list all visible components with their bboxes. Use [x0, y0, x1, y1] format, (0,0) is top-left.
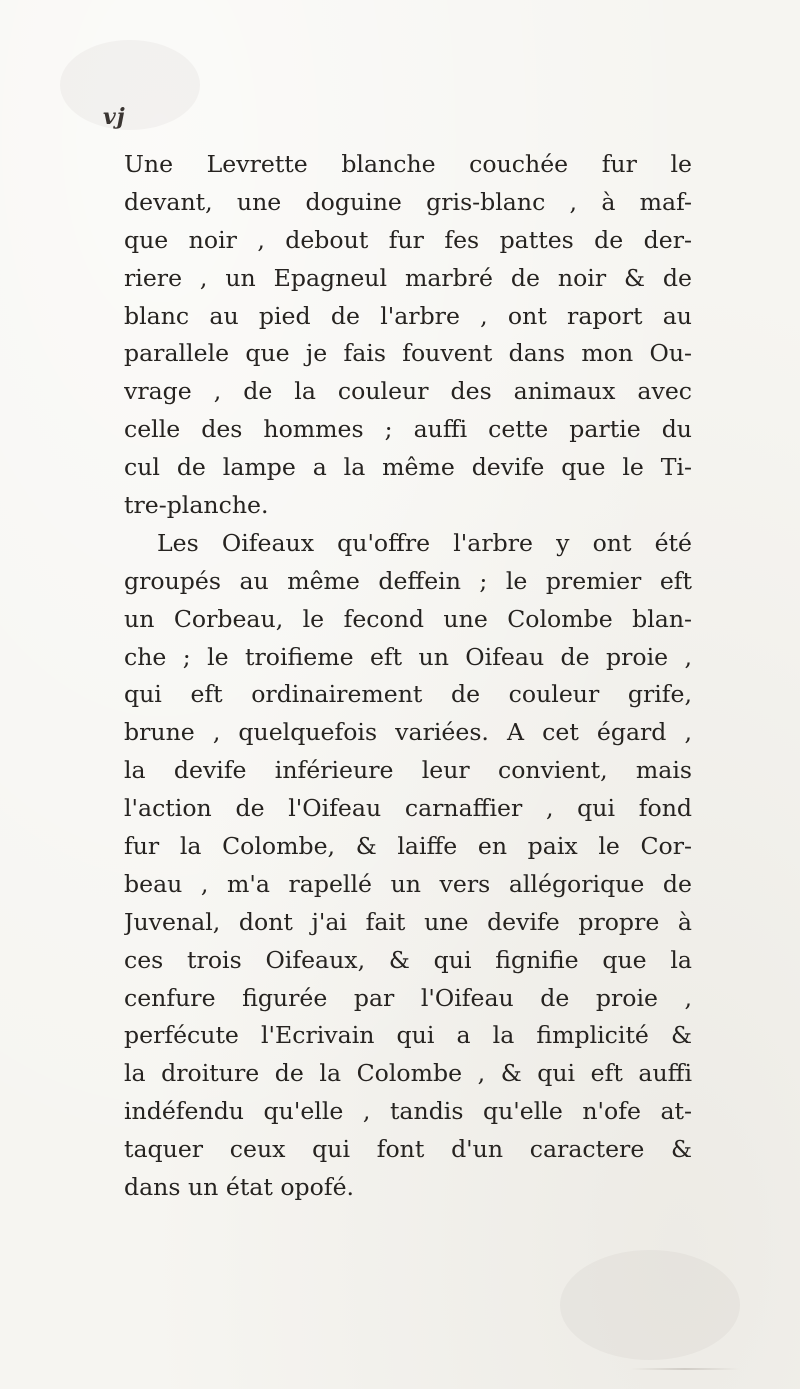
- text-line: parallele que je fais fouvent dans mon Ou-: [124, 339, 692, 368]
- paper-stain: [560, 1250, 740, 1360]
- text-line: perfécute l'Ecrivain qui a la fimplicité &: [124, 1021, 692, 1050]
- text-line: tre-planche.: [124, 491, 269, 520]
- text-line: che ; le troifieme eft un Oifeau de proie ,: [124, 642, 692, 671]
- text-line: Une Levrette blanche couchée fur le: [124, 150, 692, 178]
- text-line: la droiture de la Colombe , & qui eft auffi: [124, 1059, 692, 1088]
- text-line: vrage , de la couleur des animaux avec: [124, 377, 692, 406]
- text-line: devant, une doguine gris-blanc , à maf-: [124, 187, 692, 216]
- page-number: vj: [103, 104, 126, 130]
- text-line: dans un état opofé.: [124, 1173, 355, 1202]
- text-line: cenfure figurée par l'Oifeau de proie ,: [124, 983, 692, 1012]
- text-line: que noir , debout fur fes pattes de der-: [124, 225, 692, 254]
- text-line: taquer ceux qui font d'un caractere &: [124, 1135, 692, 1164]
- text-line: groupés au même deffein ; le premier eft: [124, 566, 692, 595]
- text-line: qui eft ordinairement de couleur grife,: [124, 680, 692, 709]
- text-line: riere , un Epagneul marbré de noir & de: [124, 263, 692, 292]
- bottom-smudge: [630, 1368, 740, 1370]
- text-line: la devife inférieure leur convient, mais: [124, 756, 692, 785]
- text-line: indéfendu qu'elle , tandis qu'elle n'ofe at-: [124, 1097, 692, 1126]
- text-line: brune , quelquefois variées. A cet égard ,: [124, 718, 692, 747]
- text-line: beau , m'a rapellé un vers allégorique de: [124, 869, 692, 898]
- text-line: celle des hommes ; auffi cette partie du: [124, 415, 692, 444]
- text-line: Les Oifeaux qu'offre l'arbre y ont été: [157, 528, 692, 557]
- text-line: fur la Colombe, & laiffe en paix le Cor-: [124, 832, 692, 861]
- text-line: ces trois Oifeaux, & qui fignifie que la: [124, 945, 692, 974]
- text-line: blanc au pied de l'arbre , ont raport au: [124, 301, 692, 330]
- body-text: [124, 146, 692, 1207]
- text-line: cul de lampe a la même devife que le Ti-: [124, 453, 692, 482]
- text-line: Juvenal, dont j'ai fait une devife propre à: [124, 907, 692, 936]
- text-line: l'action de l'Oifeau carnaffier , qui fond: [124, 794, 692, 823]
- paper-stain: [60, 40, 200, 130]
- text-line: un Corbeau, le fecond une Colombe blan-: [124, 604, 692, 633]
